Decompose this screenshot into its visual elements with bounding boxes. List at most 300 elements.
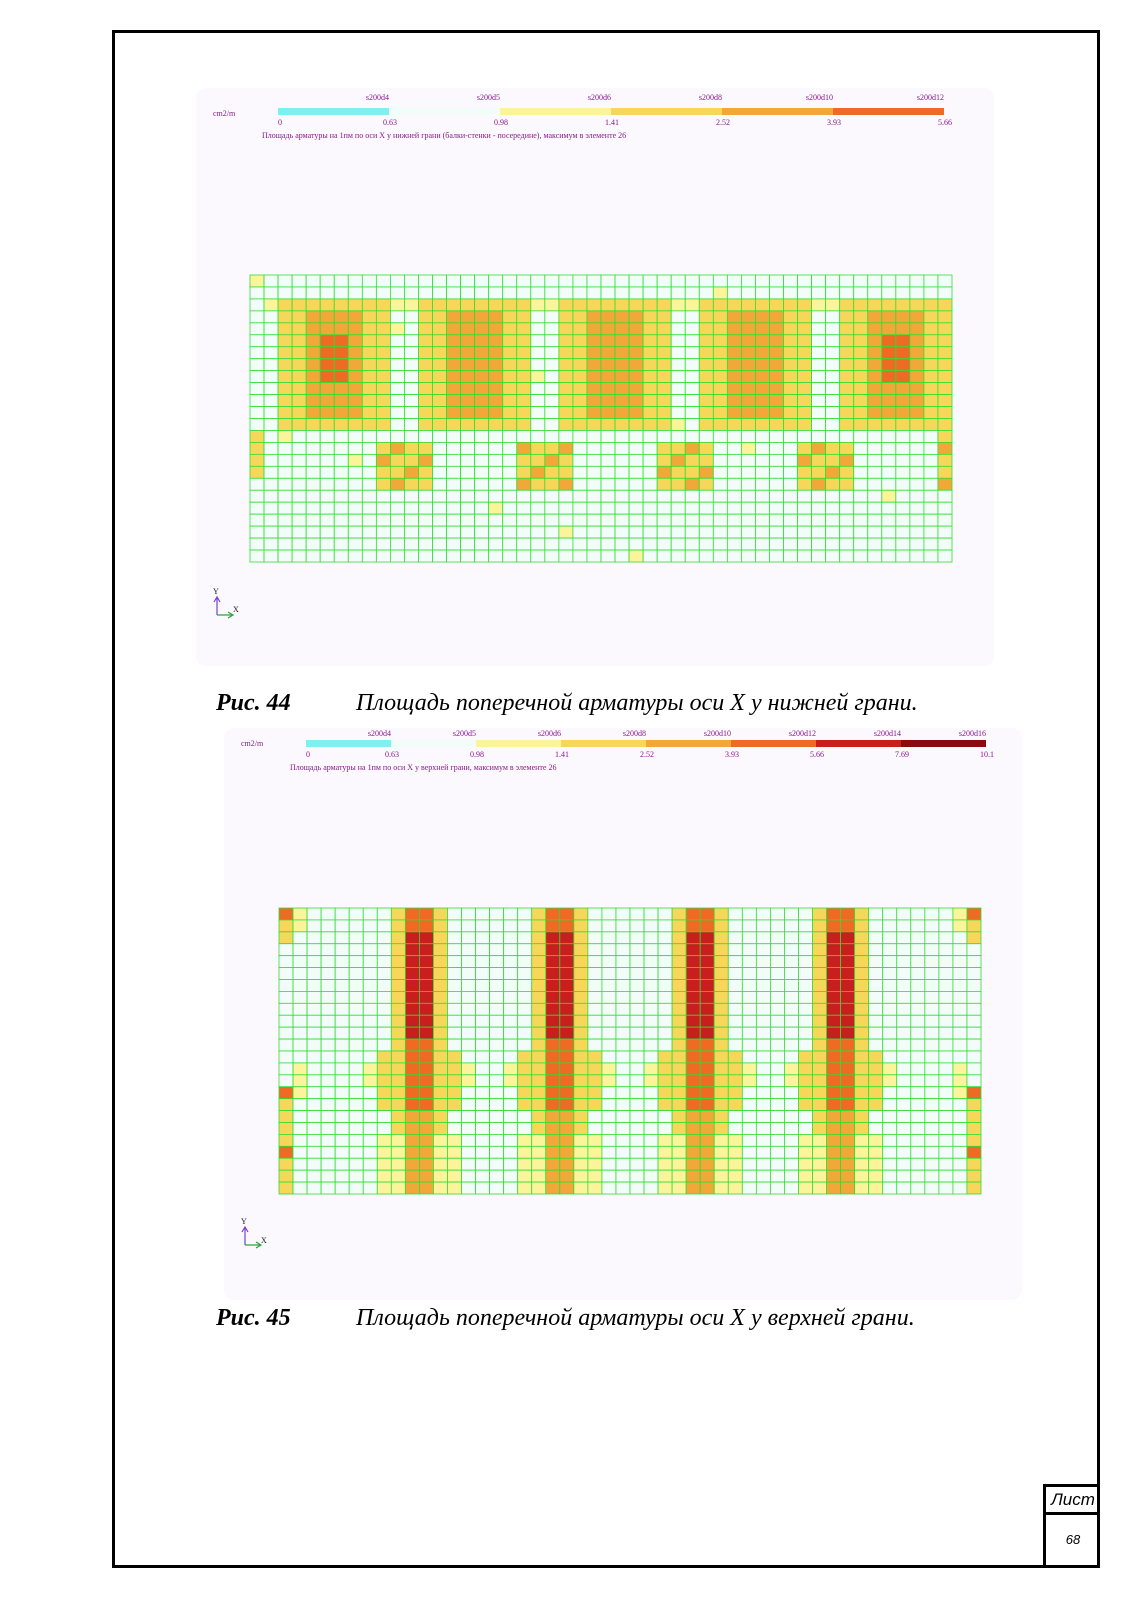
grid-cell (489, 335, 503, 347)
grid-cell (658, 1087, 672, 1099)
grid-cell (320, 359, 334, 371)
grid-cell (490, 1039, 504, 1051)
grid-cell (784, 1158, 798, 1170)
grid-cell (967, 1051, 981, 1063)
grid-cell (377, 956, 391, 968)
grid-cell (447, 980, 461, 992)
grid-cell (882, 395, 896, 407)
grid-cell (840, 526, 854, 538)
grid-cell (461, 407, 475, 419)
grid-cell (602, 1087, 616, 1099)
grid-cell (671, 502, 685, 514)
grid-cell (391, 991, 405, 1003)
grid-cell (798, 1087, 812, 1099)
figure-45-contour-plot (224, 728, 1022, 1300)
grid-cell (784, 299, 798, 311)
grid-cell (573, 526, 587, 538)
grid-cell (545, 323, 559, 335)
grid-cell (363, 1111, 377, 1123)
grid-cell (588, 1170, 602, 1182)
grid-cell (671, 538, 685, 550)
grid-cell (250, 442, 264, 454)
grid-cell (813, 968, 827, 980)
element-grid (279, 908, 981, 1194)
grid-cell (363, 1170, 377, 1182)
grid-cell (293, 1111, 307, 1123)
element-grid (250, 275, 952, 562)
grid-cell (531, 430, 545, 442)
grid-cell (574, 1134, 588, 1146)
grid-cell (306, 287, 320, 299)
grid-cell (686, 1158, 700, 1170)
grid-cell (601, 478, 615, 490)
grid-cell (573, 275, 587, 287)
grid-cell (925, 1146, 939, 1158)
grid-cell (462, 1134, 476, 1146)
grid-cell (447, 1146, 461, 1158)
grid-cell (883, 908, 897, 920)
grid-cell (321, 1158, 335, 1170)
grid-cell (587, 442, 601, 454)
grid-cell (601, 395, 615, 407)
grid-cell (307, 1087, 321, 1099)
grid-cell (756, 1182, 770, 1194)
grid-cell (910, 419, 924, 431)
grid-cell (504, 1123, 518, 1135)
grid-cell (686, 932, 700, 944)
grid-cell (812, 550, 826, 562)
grid-cell (349, 956, 363, 968)
grid-cell (574, 956, 588, 968)
grid-cell (770, 1075, 784, 1087)
grid-cell (293, 1123, 307, 1135)
grid-cell (602, 991, 616, 1003)
grid-cell (770, 932, 784, 944)
grid-cell (713, 502, 727, 514)
grid-cell (686, 1063, 700, 1075)
grid-cell (587, 287, 601, 299)
grid-cell (264, 287, 278, 299)
grid-cell (546, 1182, 560, 1194)
grid-cell (629, 490, 643, 502)
grid-cell (419, 1003, 433, 1015)
grid-cell (685, 335, 699, 347)
grid-cell (882, 419, 896, 431)
grid-cell (320, 347, 334, 359)
grid-cell (769, 466, 783, 478)
grid-cell (476, 991, 490, 1003)
grid-cell (293, 991, 307, 1003)
grid-cell (896, 478, 910, 490)
legend-swatch (646, 740, 731, 747)
grid-cell (882, 478, 896, 490)
grid-cell (348, 359, 362, 371)
legend-value-label: 5.66 (810, 750, 824, 759)
grid-cell (250, 550, 264, 562)
grid-cell (602, 1003, 616, 1015)
grid-cell (362, 550, 376, 562)
grid-cell (700, 1182, 714, 1194)
grid-cell (911, 1099, 925, 1111)
grid-cell (376, 466, 390, 478)
grid-cell (518, 1158, 532, 1170)
grid-cell (755, 454, 769, 466)
grid-cell (742, 1182, 756, 1194)
grid-cell (588, 1087, 602, 1099)
grid-cell (939, 956, 953, 968)
grid-cell (854, 299, 868, 311)
grid-cell (658, 1027, 672, 1039)
grid-cell (911, 1051, 925, 1063)
grid-cell (882, 430, 896, 442)
legend-swatch (833, 108, 944, 115)
grid-cell (321, 1182, 335, 1194)
grid-cell (587, 371, 601, 383)
grid-cell (560, 1170, 574, 1182)
grid-cell (756, 1123, 770, 1135)
grid-cell (657, 442, 671, 454)
grid-cell (700, 1075, 714, 1087)
grid-cell (938, 383, 952, 395)
grid-cell (306, 514, 320, 526)
grid-cell (924, 514, 938, 526)
grid-cell (532, 968, 546, 980)
grid-cell (953, 1063, 967, 1075)
grid-cell (518, 932, 532, 944)
grid-cell (883, 968, 897, 980)
grid-cell (264, 419, 278, 431)
grid-cell (686, 1087, 700, 1099)
grid-cell (686, 1039, 700, 1051)
grid-cell (348, 550, 362, 562)
grid-cell (658, 991, 672, 1003)
grid-cell (714, 1075, 728, 1087)
grid-cell (349, 1099, 363, 1111)
grid-cell (433, 538, 447, 550)
grid-cell (713, 454, 727, 466)
grid-cell (335, 1111, 349, 1123)
grid-cell (671, 430, 685, 442)
grid-cell (545, 466, 559, 478)
grid-cell (292, 419, 306, 431)
grid-cell (699, 419, 713, 431)
grid-cell (910, 550, 924, 562)
grid-cell (798, 502, 812, 514)
grid-cell (462, 991, 476, 1003)
grid-cell (868, 275, 882, 287)
grid-cell (461, 502, 475, 514)
grid-cell (334, 490, 348, 502)
grid-cell (616, 1170, 630, 1182)
grid-cell (447, 275, 461, 287)
grid-cell (335, 1146, 349, 1158)
grid-cell (854, 419, 868, 431)
grid-cell (321, 1123, 335, 1135)
grid-cell (826, 478, 840, 490)
grid-cell (883, 1111, 897, 1123)
grid-cell (755, 275, 769, 287)
grid-cell (755, 311, 769, 323)
grid-cell (616, 1087, 630, 1099)
grid-cell (855, 908, 869, 920)
legend-value-label: 1.41 (605, 118, 619, 127)
grid-cell (925, 944, 939, 956)
grid-cell (938, 347, 952, 359)
grid-cell (883, 1051, 897, 1063)
grid-cell (545, 299, 559, 311)
grid-cell (644, 1003, 658, 1015)
grid-cell (629, 383, 643, 395)
grid-cell (644, 920, 658, 932)
grid-cell (447, 299, 461, 311)
grid-cell (630, 1134, 644, 1146)
grid-cell (685, 347, 699, 359)
grid-cell (826, 430, 840, 442)
grid-cell (293, 908, 307, 920)
grid-cell (307, 932, 321, 944)
grid-cell (769, 347, 783, 359)
grid-cell (447, 347, 461, 359)
grid-cell (250, 407, 264, 419)
grid-cell (546, 920, 560, 932)
grid-cell (939, 1003, 953, 1015)
grid-cell (798, 920, 812, 932)
grid-cell (390, 275, 404, 287)
grid-cell (925, 1158, 939, 1170)
grid-cell (390, 323, 404, 335)
grid-cell (362, 466, 376, 478)
grid-cell (727, 502, 741, 514)
grid-cell (629, 299, 643, 311)
grid-cell (377, 1039, 391, 1051)
grid-cell (475, 395, 489, 407)
grid-cell (560, 1075, 574, 1087)
grid-cell (798, 1170, 812, 1182)
grid-cell (756, 1099, 770, 1111)
grid-cell (390, 335, 404, 347)
grid-cell (897, 1146, 911, 1158)
grid-cell (390, 407, 404, 419)
grid-cell (616, 932, 630, 944)
grid-cell (531, 514, 545, 526)
grid-cell (798, 991, 812, 1003)
grid-cell (643, 335, 657, 347)
grid-cell (391, 1182, 405, 1194)
grid-cell (503, 526, 517, 538)
legend-bar-label: s200d8 (698, 93, 722, 102)
grid-cell (335, 1003, 349, 1015)
grid-cell (840, 407, 854, 419)
grid-cell (840, 502, 854, 514)
grid-cell (559, 347, 573, 359)
grid-cell (377, 1111, 391, 1123)
grid-cell (813, 932, 827, 944)
grid-cell (376, 359, 390, 371)
grid-cell (770, 1170, 784, 1182)
grid-cell (869, 1170, 883, 1182)
grid-cell (869, 1134, 883, 1146)
grid-cell (475, 347, 489, 359)
grid-cell (699, 287, 713, 299)
grid-cell (475, 311, 489, 323)
grid-cell (264, 466, 278, 478)
grid-cell (532, 1051, 546, 1063)
grid-cell (335, 968, 349, 980)
grid-cell (630, 1027, 644, 1039)
grid-cell (560, 1039, 574, 1051)
grid-cell (812, 442, 826, 454)
grid-cell (672, 968, 686, 980)
grid-cell (517, 502, 531, 514)
grid-cell (293, 1099, 307, 1111)
grid-cell (713, 347, 727, 359)
grid-cell (293, 980, 307, 992)
caption-number: Рис. 44 (216, 690, 291, 716)
grid-cell (658, 1075, 672, 1087)
grid-cell (840, 335, 854, 347)
grid-cell (348, 407, 362, 419)
grid-cell (376, 371, 390, 383)
grid-cell (433, 1015, 447, 1027)
grid-cell (939, 932, 953, 944)
grid-cell (250, 311, 264, 323)
grid-cell (559, 442, 573, 454)
grid-cell (264, 502, 278, 514)
grid-cell (769, 430, 783, 442)
grid-cell (643, 311, 657, 323)
grid-cell (911, 956, 925, 968)
grid-cell (883, 1063, 897, 1075)
grid-cell (714, 920, 728, 932)
grid-cell (404, 407, 418, 419)
grid-cell (756, 1134, 770, 1146)
grid-cell (714, 1111, 728, 1123)
grid-cell (279, 1051, 293, 1063)
grid-cell (518, 1099, 532, 1111)
grid-cell (925, 908, 939, 920)
grid-cell (841, 1182, 855, 1194)
grid-cell (531, 502, 545, 514)
grid-cell (897, 1015, 911, 1027)
grid-cell (504, 1146, 518, 1158)
grid-cell (292, 490, 306, 502)
grid-cell (938, 287, 952, 299)
grid-cell (363, 1051, 377, 1063)
grid-cell (826, 550, 840, 562)
grid-cell (643, 538, 657, 550)
grid-cell (826, 514, 840, 526)
grid-cell (629, 359, 643, 371)
grid-cell (264, 275, 278, 287)
grid-cell (714, 1039, 728, 1051)
grid-cell (602, 1146, 616, 1158)
grid-cell (461, 359, 475, 371)
grid-cell (854, 454, 868, 466)
grid-cell (798, 1039, 812, 1051)
grid-cell (588, 1099, 602, 1111)
grid-cell (924, 454, 938, 466)
grid-cell (518, 1051, 532, 1063)
grid-cell (727, 430, 741, 442)
grid-cell (476, 932, 490, 944)
grid-cell (405, 968, 419, 980)
grid-cell (321, 908, 335, 920)
grid-cell (896, 335, 910, 347)
grid-cell (784, 347, 798, 359)
grid-cell (391, 1134, 405, 1146)
grid-cell (560, 991, 574, 1003)
grid-cell (812, 419, 826, 431)
grid-cell (924, 502, 938, 514)
grid-cell (967, 1039, 981, 1051)
grid-cell (418, 335, 432, 347)
grid-cell (756, 1146, 770, 1158)
grid-cell (727, 419, 741, 431)
grid-cell (896, 430, 910, 442)
grid-cell (939, 1063, 953, 1075)
grid-cell (813, 1051, 827, 1063)
grid-cell (418, 311, 432, 323)
grid-cell (335, 1182, 349, 1194)
grid-cell (784, 1099, 798, 1111)
grid-cell (685, 407, 699, 419)
legend-swatch (816, 740, 901, 747)
grid-cell (855, 1087, 869, 1099)
grid-cell (476, 1063, 490, 1075)
grid-cell (784, 1123, 798, 1135)
grid-cell (404, 502, 418, 514)
grid-cell (882, 466, 896, 478)
grid-cell (363, 1158, 377, 1170)
axis-x-label: X (233, 605, 239, 614)
grid-cell (896, 490, 910, 502)
grid-cell (938, 442, 952, 454)
grid-cell (953, 1134, 967, 1146)
grid-cell (882, 407, 896, 419)
grid-cell (349, 932, 363, 944)
grid-cell (896, 383, 910, 395)
grid-cell (939, 1051, 953, 1063)
grid-cell (686, 980, 700, 992)
grid-cell (897, 1051, 911, 1063)
grid-cell (504, 932, 518, 944)
grid-cell (714, 1099, 728, 1111)
grid-cell (812, 430, 826, 442)
grid-cell (560, 956, 574, 968)
grid-cell (278, 335, 292, 347)
grid-cell (686, 1134, 700, 1146)
grid-cell (362, 335, 376, 347)
grid-cell (854, 323, 868, 335)
grid-cell (967, 932, 981, 944)
grid-cell (292, 514, 306, 526)
grid-cell (784, 1075, 798, 1087)
grid-cell (924, 335, 938, 347)
grid-cell (672, 1158, 686, 1170)
grid-cell (784, 1182, 798, 1194)
grid-cell (896, 275, 910, 287)
grid-cell (840, 550, 854, 562)
grid-cell (841, 1099, 855, 1111)
grid-cell (560, 1027, 574, 1039)
grid-cell (967, 968, 981, 980)
grid-cell (616, 1158, 630, 1170)
grid-cell (476, 968, 490, 980)
grid-cell (953, 1027, 967, 1039)
grid-cell (827, 920, 841, 932)
grid-cell (840, 371, 854, 383)
grid-cell (292, 311, 306, 323)
